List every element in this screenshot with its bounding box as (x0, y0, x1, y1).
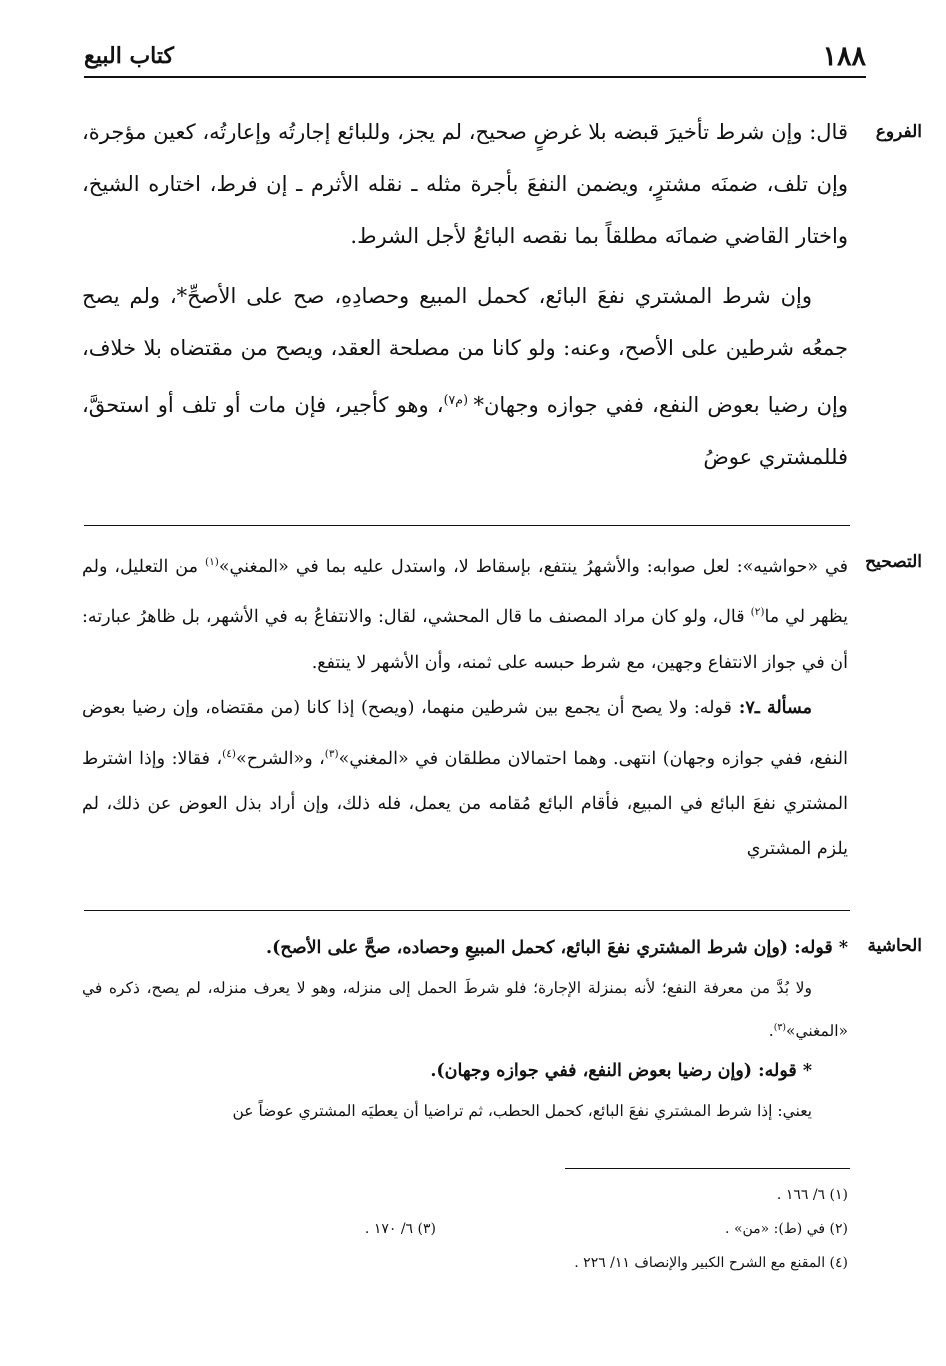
furu-p2-part-a: وإن شرط المشتري نفعَ البائع، كحمل المبيع وحصادِهِ، صح على الأصحِّ (187, 284, 812, 308)
tashih-paragraph-1 (82, 540, 848, 686)
furu-paragraph-1: قال: وإن شرط تأخيرَ قبضه بلا غرضٍ صحيح، لم يجز، وللبائع إجارتُه وإعارتُه، كعين مؤجرة، وإن تلف، ضمنَه مشترٍ، ويضمن النفعَ بأجرة مثله ـ نقله الأثرم ـ إن فرط، اختاره الشيخ، واختار القاضي ضمانَه مطلقاً بما نقصه البائعُ لأجل الشرط. (82, 120, 848, 248)
page-header (84, 38, 866, 74)
footnote-3: (٣) ٦/ ١٧٠ . (364, 1221, 436, 1237)
tashih-p2-part-b: ، و«الشرح» (236, 748, 325, 769)
footnote-divider (565, 1168, 850, 1169)
footnote-ref-4: (٤) (222, 747, 237, 760)
tashih-paragraph-2 (82, 686, 848, 873)
hashiya-star-marker: * (176, 284, 188, 308)
hashiya-quote-1: * قوله: (وإن شرط المشتري نفعَ البائع، كحمل المبيعِ وحصاده، صحَّ على الأصح). (266, 938, 848, 958)
tashih-p2-part-c: ، فقالا: وإذا اشترط المشتري نفعَ البائع في المبيع، فأقام البائع مُقامه من يعمل، فله ذلك، وإن أراد بذل العوض عن ذلك، لم يلزم المشتري (82, 748, 848, 860)
masala-reference: (م٧) (443, 392, 474, 407)
chapter-title: كتاب البيع (84, 43, 174, 69)
hashiya-comment-1-text: ولا بُدَّ من معرفة النفع؛ لأنه بمنزلة الإجارة؛ فلو شرطَ الحمل إلى منزله، وهو لا يعرف منزله، لم يصح، ذكره في «المغني» (82, 979, 848, 1041)
header-rule (84, 76, 866, 78)
footnote-ref-2: (٢) (750, 606, 765, 619)
hashiya-comment-1 (82, 968, 848, 1051)
footnote-2: (٢) في (ط): «من» . (725, 1221, 848, 1237)
hashiya-comment-1-end: . (768, 1022, 774, 1041)
hashiya-star-marker-2: * (473, 393, 484, 417)
footnote-1: (١) ٦/ ١٦٦ . (776, 1187, 848, 1203)
furu-text (82, 106, 848, 483)
masala-heading: مسألة ـ٧: (731, 698, 812, 719)
footnote-4: (٤) المقنع مع الشرح الكبير والإنصاف ١١/ ٢٢٦ . (574, 1255, 848, 1271)
hashiya-quote-2: * قوله: (وإن رضيا بعوض النفع، ففي جوازه وجهان). (430, 1061, 812, 1082)
hashiya-footnote-ref: (٣) (773, 1022, 786, 1033)
tashih-p1-part-c: قال، ولو كان مراد المصنف ما قال المحشي، لقال: والانتفاعُ به في الأشهر، بل ظاهرُ عبارته: أن في جواز الانتفاع وجهين، مع شرط حبسه على ثمنه، وأن الأشهر لا ينتفع. (82, 607, 848, 673)
section-label-tashih: التصحيح (865, 552, 922, 572)
hashiya-comment-2: يعني: إذا شرط المشتري نفعَ البائع، كحمل الحطب، ثم تراضيا أن يعطيَه المشتري عوضاً عن (232, 1102, 812, 1121)
section-divider-1 (84, 525, 850, 526)
hashiya-text (82, 928, 848, 1131)
tashih-p2-part-a: قوله: ولا يصح أن يجمع بين شرطين منهما، (ويصح) إذا كانا (من مقتضاه، وإن رضيا بعوض النفع، ففي جوازه وجهان) انتهى. وهما احتمالان مطلقان في «المغني» (82, 698, 848, 769)
furu-p2-part-b: ، ولم يصح جمعُه شرطين على الأصح، وعنه: ولو كانا من مصلحة العقد، ويصح من مقتضاه بلا خلاف، وإن رضيا بعوض النفع، ففي جوازه وجهان (82, 284, 848, 417)
tashih-text (82, 540, 848, 873)
footnote-ref-3: (٣) (324, 747, 339, 760)
tashih-p1-part-a: في «حواشيه»: لعل صوابه: والأشهرُ ينتفع، بإسقاط لا، واستدل عليه بما في «المغني» (218, 556, 848, 577)
footnote-ref-1: (١) (204, 556, 219, 568)
section-label-furu: الفروع (875, 122, 922, 142)
tashih-p1-part-b: من التعليل، ولم يظهر لي ما (82, 556, 848, 628)
section-label-hashiya: الحاشية (867, 936, 922, 956)
page-number: ١٨٨ (822, 40, 866, 72)
furu-paragraph-2 (82, 270, 848, 483)
section-divider-2 (84, 910, 850, 911)
furu-p2-part-c: ، وهو كأجير، فإن مات أو تلف أو استحقَّ، فللمشتري عوضُ (82, 393, 848, 469)
